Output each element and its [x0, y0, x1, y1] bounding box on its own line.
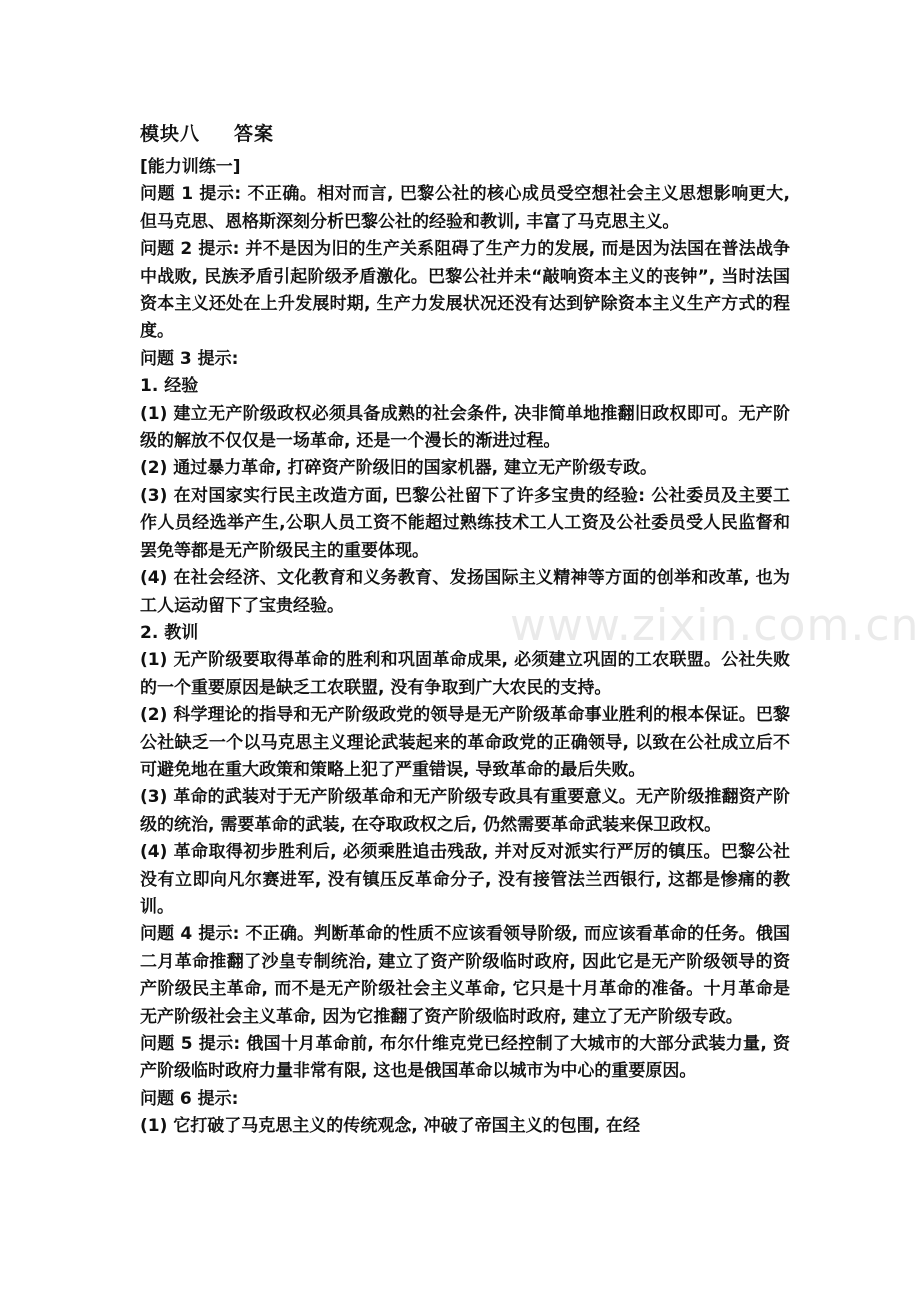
paragraph: 1. 经验	[140, 376, 199, 397]
paragraph: 问题 2 提示: 并不是因为旧的生产关系阻碍了生产力的发展, 而是因为法国在普法战争中战败, 民族矛盾引起阶级矛盾激化。巴黎公社并未“敲响资本主义的丧钟”, 当时法国资本主义还处在上升发展时期, 生产力发展状况还没有达到铲除资本主义生产方式的程度。	[140, 239, 790, 342]
paragraph: (4) 革命取得初步胜利后, 必须乘胜追击残敌, 并对反对派实行严厉的镇压。巴黎公社没有立即向凡尔赛进军, 没有镇压反革命分子, 没有接管法兰西银行, 这都是惨痛的教训。	[140, 842, 790, 917]
paragraph: 2. 教训	[140, 622, 199, 643]
paragraph: (3) 在对国家实行民主改造方面, 巴黎公社留下了许多宝贵的经验: 公社委员及主要工作人员经选举产生,公职人员工资不能超过熟练技术工人工资及公社委员受人民监督和罢免等都是无产阶级民主的重要体现。	[140, 485, 790, 561]
paragraph: (3) 革命的武装对于无产阶级革命和无产阶级专政具有重要意义。无产阶级推翻资产阶级的统治, 需要革命的武装, 在夺取政权之后, 仍然需要革命武装来保卫政权。	[140, 787, 790, 835]
paragraph: (1) 它打破了马克思主义的传统观念, 冲破了帝国主义的包围, 在经	[140, 1116, 641, 1137]
document-page	[140, 120, 790, 1141]
paragraph: 问题 4 提示: 不正确。判断革命的性质不应该看领导阶级, 而应该看革命的任务。俄国二月革命推翻了沙皇专制统治, 建立了资产阶级临时政府, 因此它是无产阶级领导的资产阶级民主革命, 而不是无产阶级社会主义革命, 它只是十月革命的准备。十月革命是无产阶级社会主义革命, 因为它推翻了资产阶级临时政府, 建立了无产阶级专政。	[140, 924, 790, 1027]
paragraph: 问题 5 提示: 俄国十月革命前, 布尔什维克党已经控制了大城市的大部分武装力量, 资产阶级临时政府力量非常有限, 这也是俄国革命以城市为中心的重要原因。	[140, 1034, 790, 1082]
paragraph: (2) 通过暴力革命, 打碎资产阶级旧的国家机器, 建立无产阶级专政。	[140, 458, 658, 479]
paragraph: (4) 在社会经济、文化教育和义务教育、发扬国际主义精神等方面的创举和改革, 也为工人运动留下了宝贵经验。	[140, 568, 790, 616]
paragraph: 问题 3 提示:	[140, 348, 239, 369]
watermark: www.zixin.com.cn	[510, 600, 920, 651]
paragraph: 问题 6 提示:	[140, 1088, 239, 1109]
paragraph: (2) 科学理论的指导和无产阶级政党的领导是无产阶级革命事业胜利的根本保证。巴黎公社缺乏一个以马克思主义理论武装起来的革命政党的正确领导, 以致在公社成立后不可避免地在重大政策和策略上犯了严重错误, 导致革命的最后失败。	[140, 705, 790, 780]
page-title	[140, 120, 790, 148]
title-answer: 答案	[234, 123, 275, 145]
title-module: 模块八	[140, 123, 201, 145]
section-heading: [能力训练一]	[140, 157, 241, 177]
paragraph: (1) 建立无产阶级政权必须具备成熟的社会条件, 决非简单地推翻旧政权即可。无产阶级的解放不仅仅是一场革命, 还是一个漫长的渐进过程。	[140, 403, 790, 452]
paragraph: (1) 无产阶级要取得革命的胜利和巩固革命成果, 必须建立巩固的工农联盟。公社失败的一个重要原因是缺乏工农联盟, 没有争取到广大农民的支持。	[140, 650, 790, 698]
paragraph: 问题 1 提示: 不正确。相对而言, 巴黎公社的核心成员受空想社会主义思想影响更大,但马克思、恩格斯深刻分析巴黎公社的经验和教训, 丰富了马克思主义。	[140, 184, 790, 232]
